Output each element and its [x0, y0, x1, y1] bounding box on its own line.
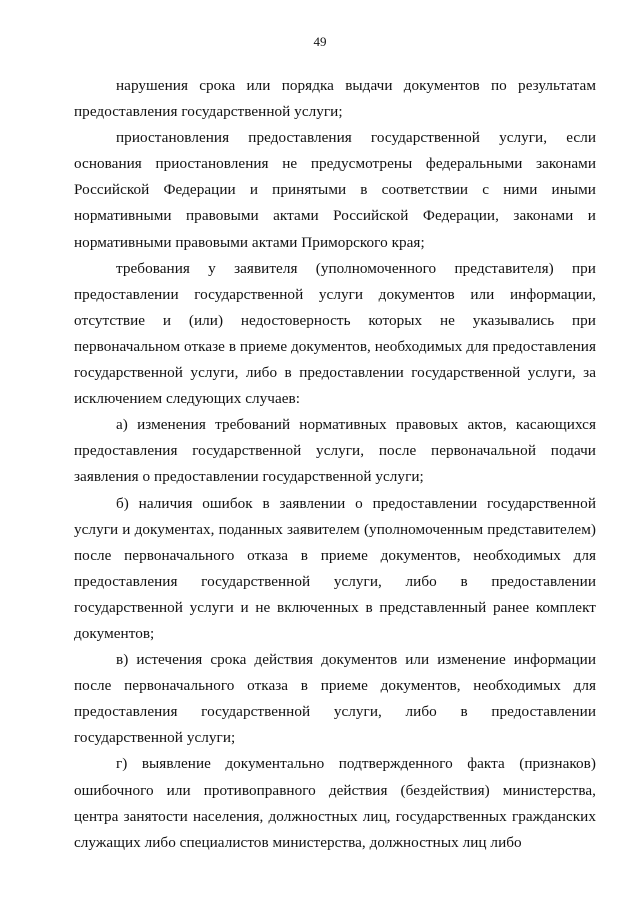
paragraph-case-d: г) выявление документально подтвержденного факта (признаков) ошибочного или противоправного действия (бездействия) министерства, центра занятости населения, должностных лиц, государственных гражданских служащих либо специалистов министерства, должностных лиц либо	[74, 755, 596, 851]
paragraph-case-b: б) наличия ошибок в заявлении о предоставлении государственной услуги и документах, поданных заявителем (уполномоченным представителем) после первоначального отказа в приеме документов, необходимых для предоставления государственной услуги, либо в предоставлении государственной услуги и не включенных в представленный ранее комплект документов;	[74, 494, 596, 642]
paragraph-case-c: в) истечения срока действия документов или изменение информации после первоначального отказа в приеме документов, необходимых для предоставления государственной услуги, либо в предоставлении государственной услуги;	[74, 651, 596, 747]
page-number: 49	[313, 34, 327, 49]
paragraph-suspension: приостановления предоставления государственной услуги, если основания приостановления не предусмотрены федеральными законами Российской Федерации и принятыми в соответствии с ними иными нормативными правовыми актами Российской Федерации, законами и нормативными правовыми актами Приморского края;	[74, 129, 596, 251]
document-body	[74, 73, 596, 856]
paragraph-document-requirements: требования у заявителя (уполномоченного представителя) при предоставлении государственной услуги документов или информации, отсутствие и (или) недостоверность которых не указывались при первоначальном отказе в приеме документов, необходимых для предоставления государственной услуги, либо в предоставлении государственной услуги, за исключением следующих случаев:	[74, 259, 596, 408]
paragraph-violation-deadline: нарушения срока или порядка выдачи документов по результатам предоставления государственной услуги;	[74, 77, 596, 121]
paragraph-case-a: а) изменения требований нормативных правовых актов, касающихся предоставления государственной услуги, после первоначальной подачи заявления о предоставлении государственной услуги;	[74, 416, 596, 486]
